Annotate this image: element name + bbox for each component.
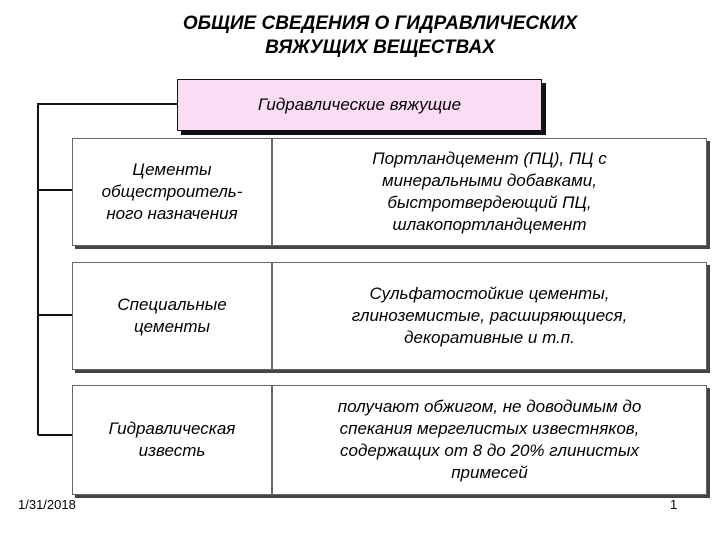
description-line: получают обжигом, не доводимым до — [337, 397, 642, 416]
description-line: минеральными добавками, — [382, 171, 597, 190]
description-line: примесей — [451, 463, 528, 482]
root-node — [177, 79, 542, 131]
category-label-line: известь — [138, 441, 206, 460]
category-label-line: Цементы — [132, 160, 212, 179]
description-box-general-cements — [272, 138, 707, 246]
title-line-2: ВЯЖУЩИХ ВЕЩЕСТВАХ — [265, 37, 495, 58]
category-label-line: общестроитель- — [101, 182, 243, 201]
category-label-line: цементы — [133, 317, 211, 336]
description-line: декоративные и т.п. — [404, 328, 575, 347]
category-box-general-cements — [72, 138, 272, 246]
footer-date: 1/31/2018 — [18, 497, 76, 512]
description-line: шлакопортландцемент — [392, 215, 587, 234]
description-line: быстротвердеющий ПЦ, — [387, 193, 592, 212]
description-box-special-cements — [272, 262, 707, 370]
category-label-line: Гидравлическая — [108, 419, 236, 438]
description-box-hydraulic-lime — [272, 385, 707, 495]
category-box-hydraulic-lime — [72, 385, 272, 495]
description-line: спекания мергелистых известняков, — [339, 419, 640, 438]
description-line: глиноземистые, расширяющиеся, — [351, 306, 628, 325]
category-label-line: Специальные — [117, 295, 227, 314]
description-line: содержащих от 8 до 20% глинистых — [340, 441, 639, 460]
category-label-line: ного назначения — [106, 204, 238, 223]
root-node-label: Гидравлические вяжущие — [257, 95, 462, 114]
page-number: 1 — [670, 497, 678, 512]
title-line-1: ОБЩИЕ СВЕДЕНИЯ О ГИДРАВЛИЧЕСКИХ — [182, 13, 578, 34]
description-line: Портландцемент (ПЦ), ПЦ с — [372, 149, 607, 168]
category-box-special-cements — [72, 262, 272, 370]
description-line: Сульфатостойкие цементы, — [369, 284, 610, 303]
